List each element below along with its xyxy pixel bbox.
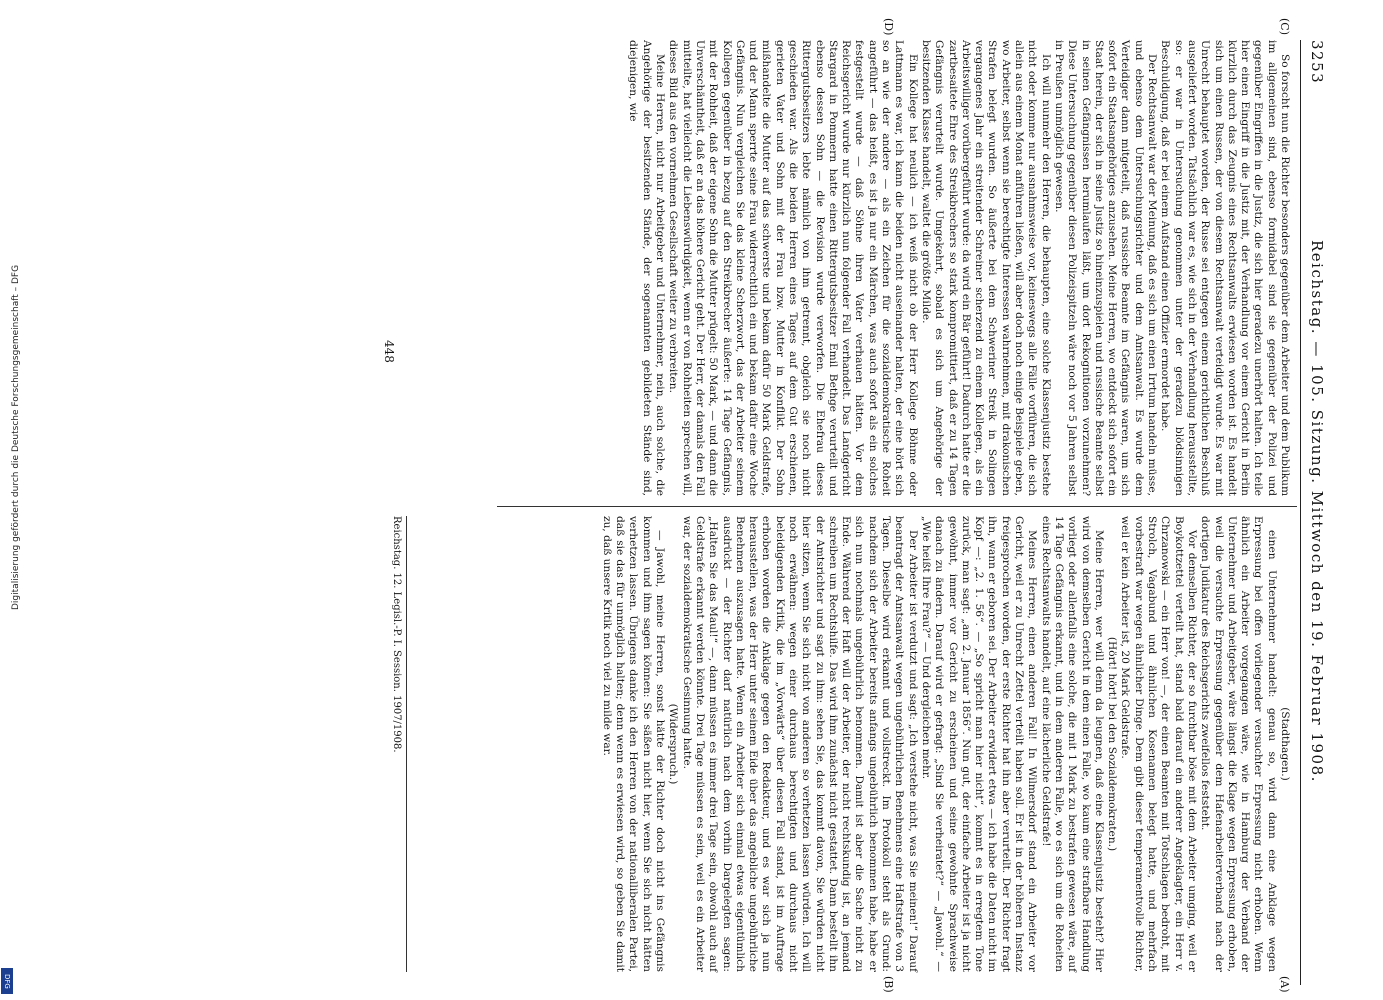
paragraph: So forscht nun die Richter besonders gegenüber dem Arbeiter und dem Publikum im allgemeinen sind, ebenso formidabel sind sie gegenüber der Polizei und gegenüber Eingriffen in die Justiz, die sich hier geradezu unerhört halten. Ich teile hier einen Eingriff in die Justiz mit, der Verhandlung vor einem Gericht in Berlin kürzlich durch das Zeugnis eines Rechtsanwalts erwiesen worden ist. Es handelt sich um einen Russen, der von diesem Rechtsanwalt verteidigt wurde. Es war mit Unrecht behauptet worden, der Russe sei entgegen einem gerichtlichen Beschluß ausgeliefert worden. Tatsächlich war es, wie sich in der Verhandlung herausstellte, so: er war in Untersuchung genommen unter der geradezu blödsinnigen Beschuldigung, daß er bei einem Aufstand einen Offizier ermordet habe. <box>1159 40 1291 496</box>
rotated-page-content <box>75 18 1326 993</box>
digitization-credit: Digitalisierung gefördert durch die Deutsche Forschungsgemeinschaft – DFG <box>11 264 21 610</box>
paragraph: Der Rechtsanwalt war der Meinung, daß es sich um einen Irrtum handeln müsse, und ebenso dem Untersuchungsrichter und dem Amtsanwalt. Es wurde dem Verteidiger dann mitgeteilt, daß russische Beamte im Gefängnis waren, um sich sofort ein Staatsangehöriges anzusehen. Meine Herren, wo entdeckt sich sofort ein Staat herein, der sich in seine Justiz so hineinzuspielen und russische Beamte selbst in seinen Gefängnissen herumlaufen läßt, um dort Rekognitionen vorzunehmen? Diese Untersuchung gegenüber diesen Polizeispitzeln wäre noch vor 5 Jahren selbst in Preußen unmöglich gewesen. <box>1052 40 1159 496</box>
paragraph: einen Unternehmer handelt: genau so, wird dann eine Anklage wegen Erpressung bei offen vorliegender versuchter Erpressung nicht erhoben. Wenn ähnlich ein Arbeiter vorgegangen wäre, wie in Hamburg der Verband der Unternehmer und Arbeitgeber, wäre längst die Klage wegen Erpressung erhoben, weil die versuchte Erpressung gegenüber dem Hafenarbeiterverband nach der dortigen Judikatur des Reichsgerichts zweifellos feststeht. <box>1199 516 1278 972</box>
dfg-logo-icon: DFG <box>1 968 13 994</box>
column-right-page <box>626 40 1291 496</box>
session-footer: Reichstag. 12. Legisl.-P. I. Session. 1907/1908. <box>390 516 407 972</box>
signature-number: 448 <box>382 340 396 363</box>
paragraph: Vor demselben Richter, der so furchtbar böse mit dem Arbeiter umging, weil er Boykottzettel verteilt hat, stand bald darauf ein anderer Angeklagter, ein Herr v. Chrzanowski — ein Herr von! —, der einen Beamten mit Totschlagen bedroht, mit Strolch, Vagabund und ähnlichen Kosenamen belegt hatte, und mehrfach vorbestraft war wegen ähnlicher Dinge. Dem gibt dieser temperamentvolle Richter, weil er kein Arbeiter ist, 20 Mark Geldstrafe. <box>1119 516 1198 972</box>
marker-b: (B) <box>882 976 895 993</box>
speaker-heading: (Stadthagen.) <box>1279 707 1291 781</box>
paragraph: Meine Herren, wer will denn da leugnen, daß eine Klassenjustiz besteht? Hier wird von demselben Gericht in dem einen Falle, wo kaum eine strafbare Handlung vorliegt oder allenfalls eine solche, die mit 1 Mark zu bestrafen gewesen wäre, auf 14 Tage Gefängnis erkannt, und in dem anderen Falle, wo es sich um die Roheiten eines Rechtsanwalts handelt, auf eine lächerliche Geldstrafe! <box>1039 516 1105 972</box>
column-left-page <box>600 516 1291 972</box>
header-rule <box>1300 40 1301 985</box>
page-header <box>1301 40 1325 985</box>
marker-c: (C) <box>1278 18 1291 35</box>
column-divider <box>497 506 1297 507</box>
paragraph: Ein Kollege hat neulich — ich weiß nicht ob der Herr Kollege Böhme oder Lattmann es war, ich kann die beiden nicht auseinander halten, der eine hört sich so an wie der andere — als ein Zeichen für die sozialdemokratische Roheit angeführt — das heißt, es ist ja nur ein Märchen, was auch sofort als ein solches festgestellt wurde — daß Söhne ihren Vater verhauen hätten. Vor dem Reichsgericht wurde nur kürzlich nun folgender Fall verhandelt. Das Landgericht Stargard in Pommern hatte einen Rittergutsbesitzer Emil Bethge verurteilt und ebenso dessen Sohn — die Revision wurde verworfen. Die Ehefrau dieses Rittergutsbesitzers lebte nämlich von ihm getrennt, obgleich sie noch nicht geschieden war. Als die beiden Herren eines Tages auf dem Gut erschienen, gerieten Vater und Sohn mit der Frau bzw. Mutter in Konflikt. Der Sohn mißhandelte die Mutter auf das schwerste und bekam dafür 50 Mark Geldstrafe, und der Mann sperrte seine Frau widerrechtlich ein und bekam dafür eine Woche Gefängnis. Nun vergleichen Sie das kleine Scherzwort, das der Arbeiter seinem Kollegen gegenüber in bezug auf den Streikbrecher äußerte: 14 Tage Gefängnis, mit der Rohheit, daß der eigene Sohn die Mutter prügelt: 50 Mark, — und dann die Unverschämtheit, daß er an das höhere Gericht geht. Der Herr, der damals den Fall mitteilte, hat vielleicht die Liebenswürdigkeit, wenn er von Rohheiten sprechen will, dieses Bild aus den vornehmen Gesellschaft weiter zu verbreiten. <box>667 40 919 496</box>
interjection: (Hört! hört! bei den Sozialdemokraten.) <box>1106 636 1119 852</box>
marker-a: (A) <box>1278 976 1291 993</box>
paragraph: Meine Herren, nicht nur Arbeitgeber und Unternehmer, nein, auch solche, die Angehörige der besitzenden Stände, der sogenannten gebildeten Stände sind, diejenigen, wie <box>627 40 667 496</box>
page-number: 3253 <box>1308 40 1326 85</box>
paragraph: Der Arbeiter ist verdutzt und sagt: „Ich verstehe nicht, was Sie meinen!“ Darauf beantragt der Amtsanwalt wegen ungebührlichen Benehmens eine Haftstrafe von 3 Tagen. Dieselbe wird erkannt und vollstreckt. Im Protokoll steht als Grund: nachdem sich der Arbeiter bereits anfangs ungebührlich benommen habe, habe er sich nun nochmals ungebührlich benommen. Damit ist aber die Sache nicht zu Ende. Während der Haft will der Arbeiter, der nicht rechtskundig ist, an jemand schreiben um Rechtshilfe. Das wird ihm zunächst nicht gestattet. Dann bestellt ihn der Amtsrichter und sagt zu ihm: sehen Sie, das kommt davon, Sie würden nicht hier sitzen, wenn Sie sich nicht von anderen so verhetzen lassen würden. Ich will noch erwähnen: wegen einer durchaus berechtigten und durchaus nicht beleidigenden Kritik, die im „Vorwärts“ über diesen Fall stand, ist im Auftrage erhoben worden die Anklage gegen den Redakteur, und es war sich ja nun herausstellen, was der Herr unter seinem Eide über das angebliche ungebührliche Benehmen auszusagen hatte. Wenn ein Arbeiter sich einmal etwas eigentümlich ausdrückt — der Richter darf natürlich nach dem vorhin Dargelegten sagen: „Halten Sie das Maul!“ —, dann müssen es immer drei Tage sein, obwohl auch auf Geldstrafe erkannt werden könnte. Drei Tage müssen es sein, weil es ein Arbeiter war, der sozialdemokratische Gesinnung hatte. <box>680 516 919 972</box>
paragraph: — Jawohl, meine Herren, sonst hätte der Richter doch nicht ins Gefängnis kommen und ihm sagen können: Sie säßen nicht hier, wenn Sie sich nicht hätten verhetzen lassen. Übrigens danke ich den Herren von der nationalliberalen Partei, daß sie das für unmöglich halten; denn wenn es erwiesen wird, so geben Sie damit zu, daß unsere Kritik noch viel zu milde war. <box>600 516 667 972</box>
interjection: (Widerspruch.) <box>667 703 680 785</box>
paragraph: Meines Herren, einen anderen Fall! In Wilmersdorf stand ein Arbeiter vor Gericht, weil er zu Unrecht Zettel verteilt haben soll. Er ist in der höheren Instanz freigesprochen worden, der erste Richter hat ihn aber verurteilt. Der Richter fragt ihn, wann er geboren sei. Der Arbeiter erwidert etwa — ich habe die Daten nicht im Kopf —: „2. 1. 56“. — „So spricht man hier nicht“, kommt es in erregtem Tone zurück, man sagt: „am 2. Januar 1856“. Nun gut, der einfache Arbeiter ist ja nicht gewöhnt, immer vor Gericht zu erscheinen und seine gewohnte Sprachweise danach zu ändern. Darauf wird er gefragt: „Sind Sie verheiratet?“ — „Jawohl.“ — „Wie heißt Ihre Frau?“ — Und dergleichen mehr. <box>919 516 1039 972</box>
paragraph: Ich will nunmehr den Herren, die behaupten, eine solche Klassenjustiz bestehe nicht oder komme nur ausnahmsweise vor, keineswegs alle Fälle vorführen, die sich allein aus einem Monat anführen ließen, will aber doch noch einige Beispiele geben, wo Arbeiter, selbst wenn sie berechtigte Interessen wahrnehmen, mit drakonischen Strafen belegt wurden. So äußerte bei dem Schweriner Streik in Solingen vergangenes Jahr ein streitender Schreiner scherzend zu einem Kollegen, als ein Arbeitswilliger vorübergeführt wurde: da wird ein Bär geführt! Dadurch hatte er die zartbesaitete Ehre des Streikbrechers so stark kompromittiert, daß er zu 14 Tagen Gefängnis verurteilt wurde. Umgekehrt, sobald es sich um Angehörige der besitzenden Klasse handelt, waltet die größte Milde. <box>919 40 1052 496</box>
page-title: Reichstag. — 105. Sitzung. Mittwoch den 19. Februar 1908. <box>1308 240 1326 783</box>
marker-d: (D) <box>882 18 895 36</box>
digitization-sidebar <box>0 0 21 1000</box>
